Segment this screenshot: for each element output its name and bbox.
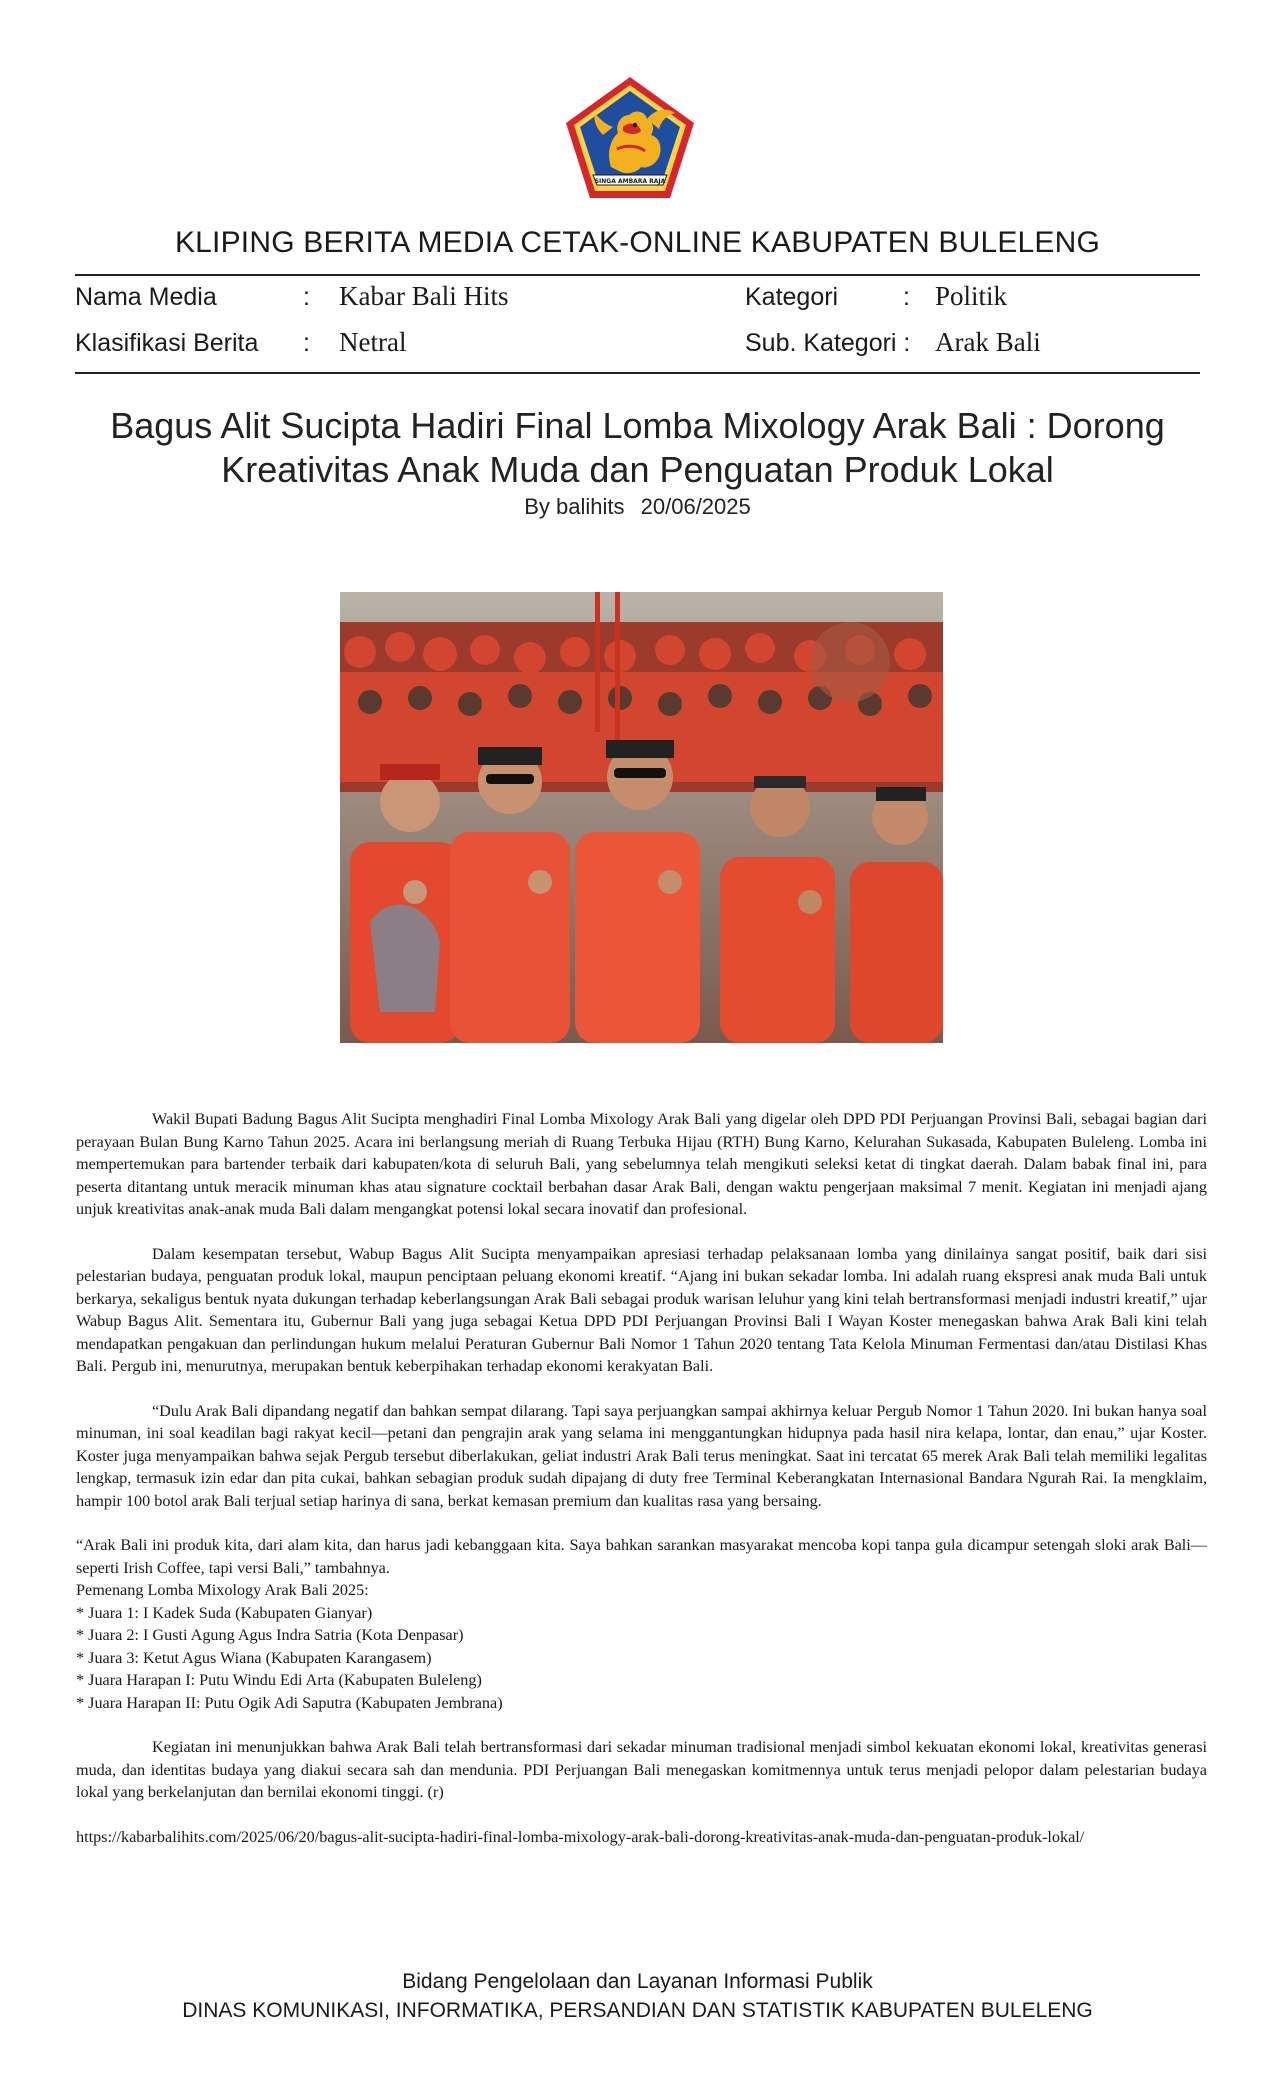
emblem-motto: SINGA AMBARA RAJA <box>594 178 666 185</box>
sub-kategori-label: Sub. Kategori : <box>745 329 911 357</box>
winner-item: * Juara 3: Ketut Agus Wiana (Kabupaten Karangasem) <box>76 1648 432 1667</box>
winner-item: * Juara 1: I Kadek Suda (Kabupaten Gianyar) <box>76 1603 373 1622</box>
kategori-colon: : <box>903 283 910 311</box>
winners-heading: Pemenang Lomba Mixology Arak Bali 2025: <box>76 1581 369 1599</box>
article-photo <box>340 592 943 1043</box>
sub-kategori-value: Arak Bali <box>935 327 1041 357</box>
article-paragraph-4: “Arak Bali ini produk kita, dari alam kita, dan harus jadi kebanggaan kita. Saya bahkan sarankan masyarakat mencoba kopi tanpa gula dicampur setengah sloki arak Bali—seperti Irish Coffee, tapi versi Bali,” tambahnya. <box>76 1536 1207 1577</box>
klasifikasi-label: Klasifikasi Berita <box>75 329 259 357</box>
article-paragraph-3: “Dulu Arak Bali dipandang negatif dan bahkan sempat dilarang. Tapi saya perjuangkan sampai akhirnya keluar Pergub Nomor 1 Tahun 2020. Ini bukan hanya soal minuman, ini soal keadilan bagi rakyat kecil—petani dan pengrajin arak yang selama ini menggantungkan hidupnya pada hasil nira kelapa, lontar, dan enau,” ujar Koster. Koster juga menyampaikan bahwa sejak Pergub tersebut diberlakukan, geliat industri Arak Bali terus meningkat. Saat ini tercatat 65 merek Arak Bali telah memiliki legalitas lengkap, termasuk izin edar dan pita cukai, bahkan sebagian produk sudah dipajang di duty free Terminal Keberangkatan Internasional Bandara Ngurah Rai. Ia mengklaim, hampir 100 botol arak Bali terjual setiap harinya di sana, berkat kemasan premium dan kualitas rasa yang bersaing. <box>76 1401 1207 1510</box>
winner-item: * Juara 2: I Gusti Agung Agus Indra Satria (Kota Denpasar) <box>76 1626 464 1644</box>
article-title: Bagus Alit Sucipta Hadiri Final Lomba Mixology Arak Bali : Dorong Kreativitas Anak Muda dan Penguatan Produk Lokal <box>110 405 1165 490</box>
winner-item: * Juara Harapan II: Putu Ogik Adi Saputra (Kabupaten Jembrana) <box>76 1693 503 1712</box>
nama-media-label: Nama Media <box>75 283 217 311</box>
klasifikasi-colon: : <box>303 329 310 357</box>
article-closing: Kegiatan ini menunjukkan bahwa Arak Bali telah bertransformasi dari sekadar minuman tradisional menjadi simbol kekuatan ekonomi lokal, kreativitas generasi muda, dan identitas budaya yang diakui secara sah dan mendunia. PDI Perjuangan Bali menegaskan komitmennya untuk terus menjadi pelopor dalam pelestarian budaya lokal yang berkelanjutan dan bernilai ekonomi tinggi. (r) <box>76 1738 1207 1801</box>
byline <box>0 494 1275 520</box>
kategori-value: Politik <box>935 281 1008 311</box>
winner-item: * Juara Harapan I: Putu Windu Edi Arta (Kabupaten Buleleng) <box>76 1671 482 1689</box>
header-rule-top <box>75 274 1200 276</box>
klasifikasi-value: Netral <box>339 327 407 357</box>
header-rule-bottom <box>75 372 1200 374</box>
footer-division: Bidang Pengelolaan dan Layanan Informasi Publik <box>402 1970 873 1993</box>
byline-date: 20/06/2025 <box>640 494 751 519</box>
winners-list <box>76 1579 1207 1714</box>
article-paragraph-1: Wakil Bupati Badung Bagus Alit Sucipta menghadiri Final Lomba Mixology Arak Bali yang digelar oleh DPD PDI Perjuangan Provinsi Bali, sebagai bagian dari perayaan Bulan Bung Karno Tahun 2025. Acara ini berlangsung meriah di Ruang Terbuka Hijau (RTH) Bung Karno, Kelurahan Sukasada, Kabupaten Buleleng. Lomba ini mempertemukan para bartender terbaik dari kabupaten/kota di seluruh Bali, yang sebelumnya telah mengikuti seleksi ketat di tingkat daerah. Dalam babak final ini, para peserta ditantang untuk meracik minuman khas atau signature cocktail berbahan dasar Arak Bali, dengan waktu pengerjaan maksimal 7 menit. Kegiatan ini menjadi ajang unjuk kreativitas anak-anak muda Bali dalam mengangkat potensi lokal secara inovatif dan profesional. <box>76 1110 1207 1218</box>
article-paragraph-2: Dalam kesempatan tersebut, Wabup Bagus Alit Sucipta menyampaikan apresiasi terhadap pelaksanaan lomba yang dinilainya sangat positif, baik dari sisi pelestarian budaya, penguatan produk lokal, maupun penciptaan peluang ekonomi kreatif. “Ajang ini bukan sekadar lomba. Ini adalah ruang ekspresi anak muda Bali untuk berkarya, sekaligus bentuk nyata dukungan terhadap keberlangsungan Arak Bali sebagai produk warisan leluhur yang kini telah bertransformasi menjadi industri kreatif,” ujar Wabup Bagus Alit. Sementara itu, Gubernur Bali yang juga sebagai Ketua DPD PDI Perjuangan Provinsi Bali I Wayan Koster menegaskan bahwa Arak Bali kini telah mendapatkan pengakuan dan perlindungan hukum melalui Peraturan Gubernur Bali Nomor 1 Tahun 2020 tentang Tata Kelola Minuman Fermentasi dan/atau Distilasi Khas Bali. Pergub ini, menurutnya, merupakan bentuk keberpihakan terhadap ekonomi kerakyatan Bali. <box>76 1244 1207 1375</box>
byline-author: By balihits <box>524 494 625 519</box>
kategori-label: Kategori <box>745 283 839 311</box>
footer-agency: DINAS KOMUNIKASI, INFORMATIKA, PERSANDIAN DAN STATISTIK KABUPATEN BULELENG <box>182 1999 1093 2022</box>
source-url: https://kabarbalihits.com/2025/06/20/bagus-alit-sucipta-hadiri-final-lomba-mixology-arak-bali-dorong-kreativitas-anak-muda-dan-penguatan-produk-lokal/ <box>76 1827 1085 1846</box>
article-body <box>76 1108 1207 1870</box>
nama-media-value: Kabar Bali Hits <box>339 281 509 311</box>
buleleng-emblem <box>563 75 697 201</box>
nama-media-colon: : <box>303 283 310 311</box>
clipping-header-title: KLIPING BERITA MEDIA CETAK-ONLINE KABUPATEN BULELENG <box>174 226 1101 259</box>
